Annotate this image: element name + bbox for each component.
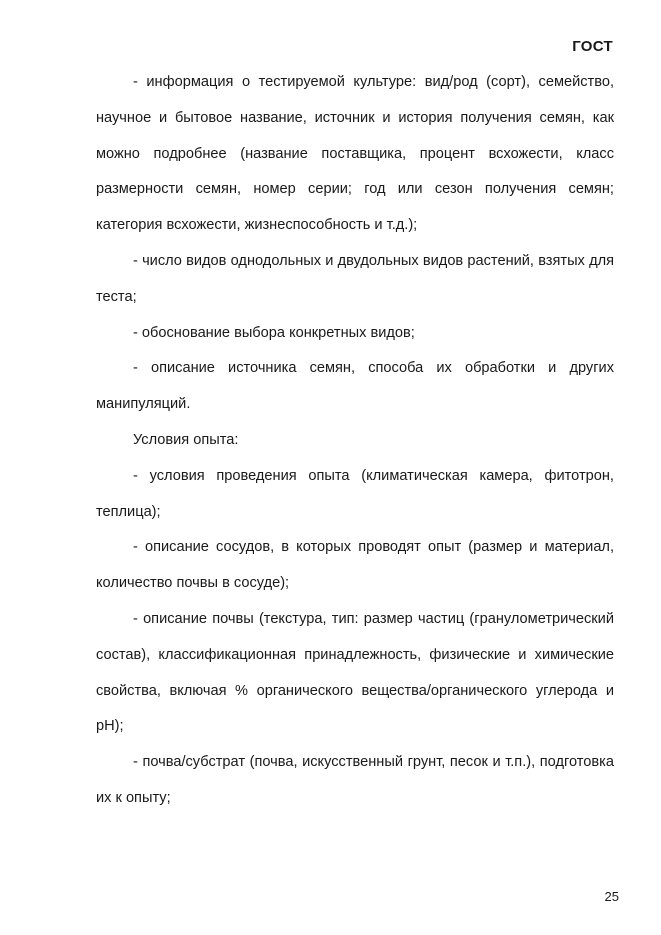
paragraph-species-justification: - обоснование выбора конкретных видов;	[133, 324, 415, 341]
header-label: ГОСТ	[572, 38, 613, 55]
paragraph-crop-info: - информация о тестируемой культуре: вид/род (сорт), семейство, научное и бытовое название, источник и история получения семян, как можно подробнее (название поставщика, процент всхожести, класс размерности семян, номер серии; год или сезон получения семян; категория всхожести, жизнеспособность и т.д.);	[96, 74, 614, 234]
body-text	[96, 65, 614, 817]
paragraph-vessels: - описание сосудов, в которых проводят опыт (размер и материал, количество почвы в сосуде);	[96, 539, 614, 592]
paragraph-seed-source: - описание источника семян, способа их обработки и других манипуляций.	[96, 360, 614, 413]
section-heading-conditions: Условия опыта:	[133, 431, 239, 448]
paragraph-substrate: - почва/субстрат (почва, искусственный грунт, песок и т.п.), подготовка их к опыту;	[96, 754, 614, 806]
paragraph-species-count: - число видов однодольных и двудольных видов растений, взятых для теста;	[96, 252, 614, 305]
paragraph-soil-description: - описание почвы (текстура, тип: размер частиц (гранулометрический состав), классификационная принадлежность, физические и химические свойства, включая % органического вещества/органического углерода и pH);	[96, 610, 614, 735]
paragraph-experiment-conditions: - условия проведения опыта (климатическая камера, фитотрон, теплица);	[96, 467, 614, 520]
page-number: 25	[604, 889, 619, 904]
